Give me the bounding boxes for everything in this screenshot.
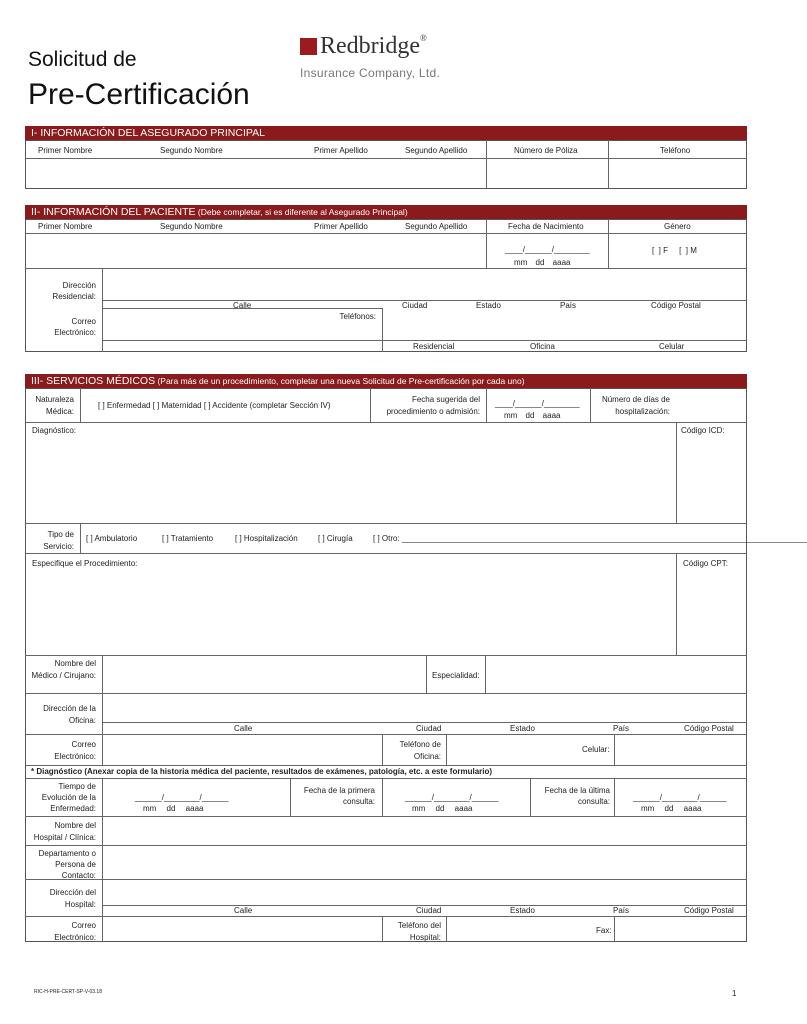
section2-header: II- INFORMACIÓN DEL PACIENTE (Debe completar, si es diferente al Asegurado Principal) [25,205,747,219]
col-primer-apellido: Primer Apellido [314,222,368,231]
hospital-phone-label: Teléfono del Hospital: [397,921,441,942]
diagnosis-field[interactable] [26,436,674,522]
doctor-name-field[interactable] [103,656,425,693]
form-code: RIC-H-PRE-CERT-SP-V-03.18 [34,989,102,995]
policy-number-field[interactable] [487,159,607,188]
hospitalization-days-label: Número de días de hospitalización: [601,395,670,416]
hospitalization-days-field[interactable] [676,389,746,421]
logo-mark-icon [300,38,317,55]
phone-sub-oficina: Oficina [530,342,555,351]
procedure-field[interactable] [26,570,674,654]
office-phone-label: Teléfono de Oficina: [399,740,441,761]
last-consult-label: Fecha de la última consulta: [544,786,610,806]
hospital-email-field[interactable] [103,917,381,941]
address-field[interactable] [103,269,746,299]
hospital-sub-calle: Calle [234,906,253,915]
section1-header: I- INFORMACIÓN DEL ASEGURADO PRINCIPAL [25,126,747,140]
col-primer-apellido: Primer Apellido [314,146,368,155]
gender-checkboxes[interactable]: [ ] F [ ] M [652,246,697,255]
col-segundo-apellido: Segundo Apellido [405,146,468,155]
patient-phones-field[interactable] [383,309,746,339]
icd-code-label: Código ICD: [681,426,725,435]
icd-code-field[interactable] [677,436,746,522]
evolution-date-units: mm dd aaaa [143,804,204,813]
diagnosis-label: Diagnóstico: [32,426,77,435]
first-consult-units: mm dd aaaa [412,804,473,813]
page-number: 1 [732,989,737,998]
contact-label: Departamento o Persona de Contacto: [38,849,96,880]
birth-date-units: mm dd aaaa [514,258,571,267]
office-sub-pais: País [613,724,630,733]
hospital-address-field[interactable] [103,880,746,904]
first-consult-field[interactable]: ______/________/______ [405,793,499,802]
col-primer-nombre: Primer Nombre [38,146,93,155]
specialty-field[interactable] [486,656,746,693]
address-label: Dirección Residencial: [52,281,96,301]
office-sub-codigo-postal: Código Postal [684,724,734,733]
address-sub-codigo-postal: Código Postal [651,301,701,310]
last-consult-field[interactable]: ______/________/______ [633,793,727,802]
address-sub-calle: Calle [233,301,252,310]
col-telefono: Teléfono [660,146,691,155]
service-option-otro[interactable]: [ ] Otro: ___________________________________________________________________________________________ [373,534,807,543]
suggested-date-units: mm dd aaaa [504,411,561,420]
office-sub-estado: Estado [510,724,535,733]
address-sub-pais: País [560,301,577,310]
first-consult-label: Fecha de la primera consulta: [303,786,375,806]
service-option-cirugia[interactable]: [ ] Cirugía [318,534,353,543]
service-type-label: Tipo de Servicio: [43,530,74,551]
specialty-label: Especialidad: [432,671,480,680]
col-primer-nombre: Primer Nombre [38,222,93,231]
cpt-code-field[interactable] [677,570,746,654]
insured-phone-field[interactable] [609,159,746,188]
hospital-phone-field[interactable] [447,917,592,941]
birth-date-field[interactable]: ____/______/________ [505,245,590,254]
col-segundo-apellido: Segundo Apellido [405,222,468,231]
evolution-label: Tiempo de Evolución de la Enfermedad: [41,782,96,813]
evolution-date-field[interactable]: ______/________/______ [135,793,229,802]
last-consult-units: mm dd aaaa [641,804,702,813]
hospital-fax-field[interactable] [615,917,746,941]
patient-name-field[interactable] [26,234,485,267]
service-option-tratamiento[interactable]: [ ] Tratamiento [162,534,214,543]
office-address-label: Dirección de la Oficina: [43,704,96,725]
procedure-label: Especifique el Procedimiento: [32,559,138,568]
doctor-email-field[interactable] [103,735,381,764]
phone-sub-celular: Celular [659,342,685,351]
doctor-cell-field[interactable] [615,735,746,764]
nature-label: Naturaleza Médica: [35,395,74,416]
page-title: Pre-Certificación [28,78,250,111]
diagnosis-note: * Diagnóstico (Anexar copia de la historia médica del paciente, resultados de exámenes, patología, etc. a este formulario) [31,767,493,776]
hospital-sub-estado: Estado [510,906,535,915]
phone-sub-residencial: Residencial [413,342,455,351]
hospital-sub-codigo-postal: Código Postal [684,906,734,915]
phones-label: Teléfonos: [339,312,376,321]
service-option-ambulatorio[interactable]: [ ] Ambulatorio [86,534,138,543]
suggested-date-field[interactable]: ____/______/________ [495,399,580,408]
col-genero: Género [664,222,691,231]
email-label: Correo Electrónico: [54,317,96,337]
cpt-code-label: Código CPT: [683,559,728,568]
doctor-label: Nombre del Médico / Cirujano: [31,659,96,680]
insured-name-field[interactable] [26,159,485,188]
cell-label: Celular: [582,745,610,754]
col-numero-poliza: Número de Póliza [514,146,578,155]
doctor-email-label: Correo Electrónico: [54,740,96,761]
hospital-label: Nombre del Hospital / Clínica: [33,821,96,842]
office-sub-calle: Calle [234,724,253,733]
office-address-field[interactable] [103,694,746,721]
service-option-hospitalizacion[interactable]: [ ] Hospitalización [235,534,298,543]
address-sub-estado: Estado [476,301,501,310]
hospital-address-label: Dirección del Hospital: [49,888,96,909]
col-segundo-nombre: Segundo Nombre [160,222,223,231]
address-sub-ciudad: Ciudad [402,301,428,310]
title-line-1: Solicitud de [28,48,137,71]
hospital-name-field[interactable] [103,817,746,844]
col-fecha-nacimiento: Fecha de Nacimiento [508,222,584,231]
contact-field[interactable] [103,846,746,878]
logo-name: Redbridge® [320,33,427,59]
fax-label: Fax: [596,926,612,935]
hospital-sub-pais: País [613,906,630,915]
logo-subtitle: Insurance Company, Ltd. [300,66,441,80]
nature-options[interactable]: [ ] Enfermedad [ ] Maternidad [ ] Accidente (completar Sección IV) [98,401,331,410]
office-sub-ciudad: Ciudad [416,724,442,733]
office-phone-field[interactable] [447,735,577,764]
hospital-email-label: Correo Electrónico: [54,921,96,942]
section3-header: III- SERVICIOS MÉDICOS (Para más de un procedimiento, completar una nueva Solicitud de Pre-certificación por cada uno) [25,374,747,388]
hospital-sub-ciudad: Ciudad [416,906,442,915]
suggested-date-label: Fecha sugerida del procedimiento o admisión: [386,395,480,416]
col-segundo-nombre: Segundo Nombre [160,146,223,155]
